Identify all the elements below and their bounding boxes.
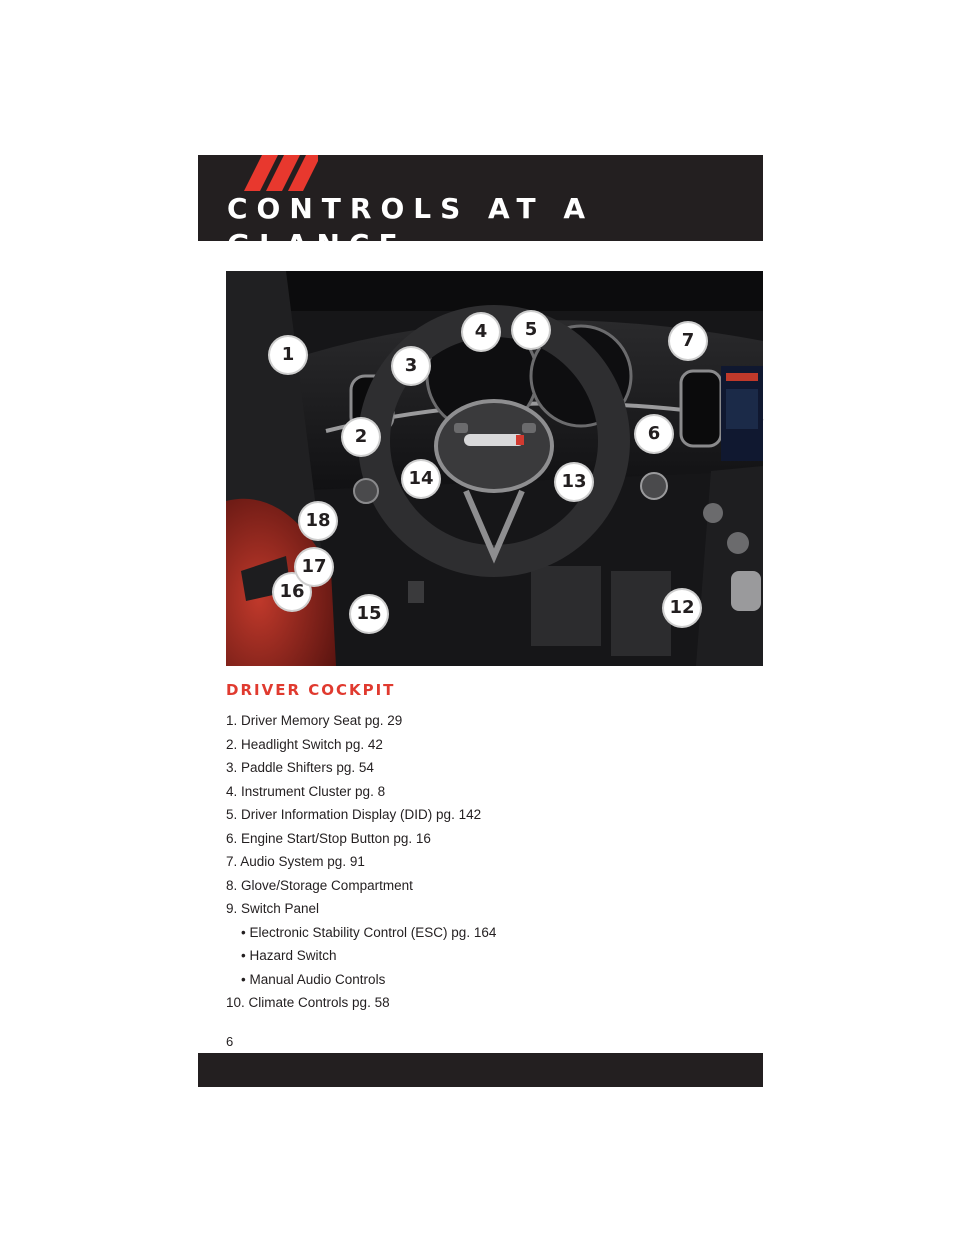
list-item: 2. Headlight Switch pg. 42 [226,736,383,752]
callout-17: 17 [296,549,332,585]
sub-list-item: • Hazard Switch [226,947,496,971]
list-item: 9. Switch Panel [226,901,320,916]
list-item: 6. Engine Start/Stop Button pg. 16 [226,830,431,846]
callout-1: 1 [270,337,306,373]
header-bar [198,155,763,261]
list-item: 8. Glove/Storage Compartment [226,877,413,893]
callout-5: 5 [513,312,549,348]
footer-bar [198,1053,763,1087]
list-item: 3. Paddle Shifters pg. 54 [226,760,374,775]
callout-6: 6 [636,416,672,452]
list-item: 4. Instrument Cluster pg. 8 [226,783,386,799]
list-item: 7. Audio System pg. 91 [226,854,365,869]
callout-3: 3 [393,348,429,384]
list-item: 10. Climate Controls pg. 58 [226,995,390,1010]
callout-16: 16 [274,574,310,610]
callout-12: 12 [664,590,700,626]
sub-list-item: • Electronic Stability Control (ESC) pg. 164 [226,924,496,948]
callout-4: 4 [463,314,499,350]
page-title: CONTROLS AT A GLANCE [227,192,595,261]
controls-list [226,712,496,1018]
callout-2: 2 [343,419,379,455]
callout-14: 14 [403,461,439,497]
page-number: 6 [226,1034,234,1049]
callout-15: 15 [351,596,387,632]
driver-cockpit-photo [226,271,763,666]
section-heading: DRIVER COCKPIT [226,681,396,699]
callout-13: 13 [556,464,592,500]
list-item: 5. Driver Information Display (DID) pg. 142 [226,807,482,822]
callout-7: 7 [670,323,706,359]
sub-list-item: • Manual Audio Controls [226,971,496,995]
list-item: 1. Driver Memory Seat pg. 29 [226,713,403,728]
callout-18: 18 [300,503,336,539]
header-stripes [198,155,318,191]
